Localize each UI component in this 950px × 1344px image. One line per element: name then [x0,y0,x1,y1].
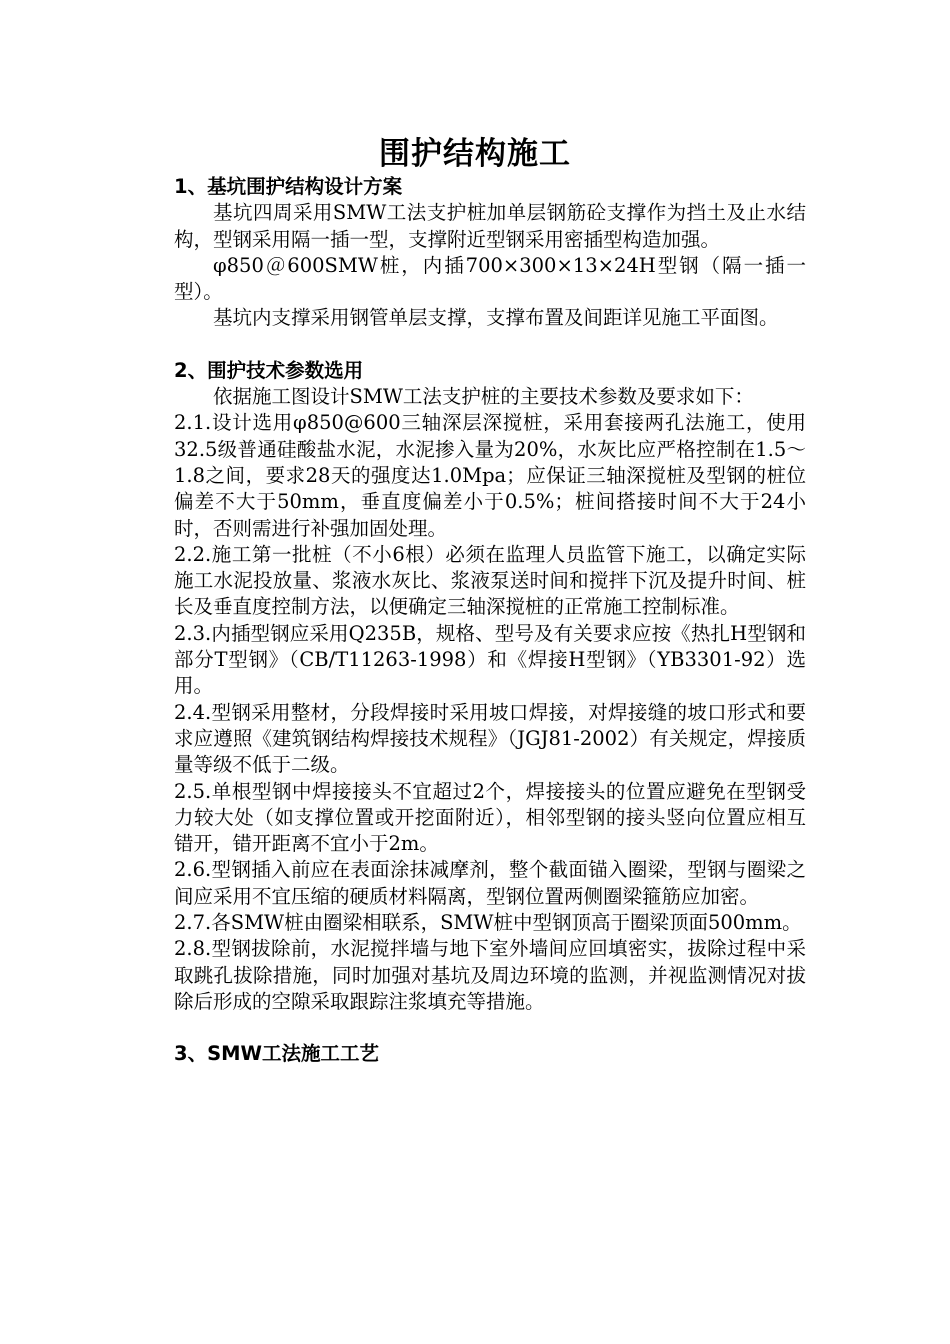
section-3-heading: 3、SMW工法施工工艺 [174,1042,380,1066]
section-1-heading: 1、基坑围护结构设计方案 [174,175,403,198]
section-2-item: 2.6.型钢插入前应在表面涂抹减摩剂，整个截面锚入圈梁，型钢与圈梁之间应采用不宜压缩的硬质材料隔离，型钢位置两侧圈梁箍筋应加密。 [174,858,806,908]
page-title: 围护结构施工 [379,136,571,172]
section-2-item: 2.4.型钢采用整材，分段焊接时采用坡口焊接，对焊接缝的坡口形式和要求应遵照《建筑钢结构焊接技术规程》（JGJ81-2002）有关规定，焊接质量等级不低于二级。 [174,700,806,777]
section-2-item: 2.5.单根型钢中焊接接头不宜超过2个，焊接接头的位置应避免在型钢受力较大处（如支撑位置或开挖面附近），相邻型钢的接头竖向位置应相互错开，错开距离不宜小于2m。 [174,779,806,856]
section-2-item: 2.1.设计选用φ850@600三轴深层深搅桩，采用套接两孔法施工，使用32.5级普通硅酸盐水泥，水泥掺入量为20%，水灰比应严格控制在1.5～1.8之间，要求28天的强度达1.0Mpa；应保证三轴深搅桩及型钢的桩位偏差不大于50mm，垂直度偏差小于0.5%；桩间搭接时间不大于24小时，否则需进行补强加固处理。 [174,411,806,540]
spacer [174,332,806,358]
section-1-paragraph: 基坑内支撑采用钢管单层支撑，支撑布置及间距详见施工平面图。 [213,306,779,330]
section-2-item: 2.8.型钢拔除前，水泥搅拌墙与地下室外墙间应回填密实，拔除过程中采取跳孔拔除措施，同时加强对基坑及周边环境的监测，并视监测情况对拔除后形成的空隙采取跟踪注浆填充等措施。 [174,937,806,1013]
section-2-item: 2.7.各SMW桩由圈梁相联系，SMW桩中型钢顶高于圈梁顶面500mm。 [174,911,802,935]
section-2-item: 2.3.内插型钢应采用Q235B，规格、型号及有关要求应按《热扎H型钢和部分T型钢》（CB/T11263-1998）和《焊接H型钢》（YB3301-92）选用。 [174,621,806,698]
section-2-heading: 2、围护技术参数选用 [174,358,364,382]
document-body [174,174,806,1068]
section-2-item: 2.2.施工第一批桩（不小6根）必须在监理人员监管下施工，以确定实际施工水泥投放量、浆液水灰比、浆液泵送时间和搅拌下沉及提升时间、桩长及垂直度控制方法，以便确定三轴深搅桩的正常施工控制标准。 [174,542,806,619]
section-2-intro: 依据施工图设计SMW工法支护桩的主要技术参数及要求如下： [213,385,754,409]
section-1-paragraph: 基坑四周采用SMW工法支护桩加单层钢筋砼支撑作为挡土及止水结构，型钢采用隔一插一型，支撑附近型钢采用密插型构造加强。 [174,201,806,251]
section-1-paragraph: φ850＠600SMW桩，内插700×300×13×24H型钢（隔一插一型）。 [174,253,806,304]
spacer [174,1015,806,1041]
